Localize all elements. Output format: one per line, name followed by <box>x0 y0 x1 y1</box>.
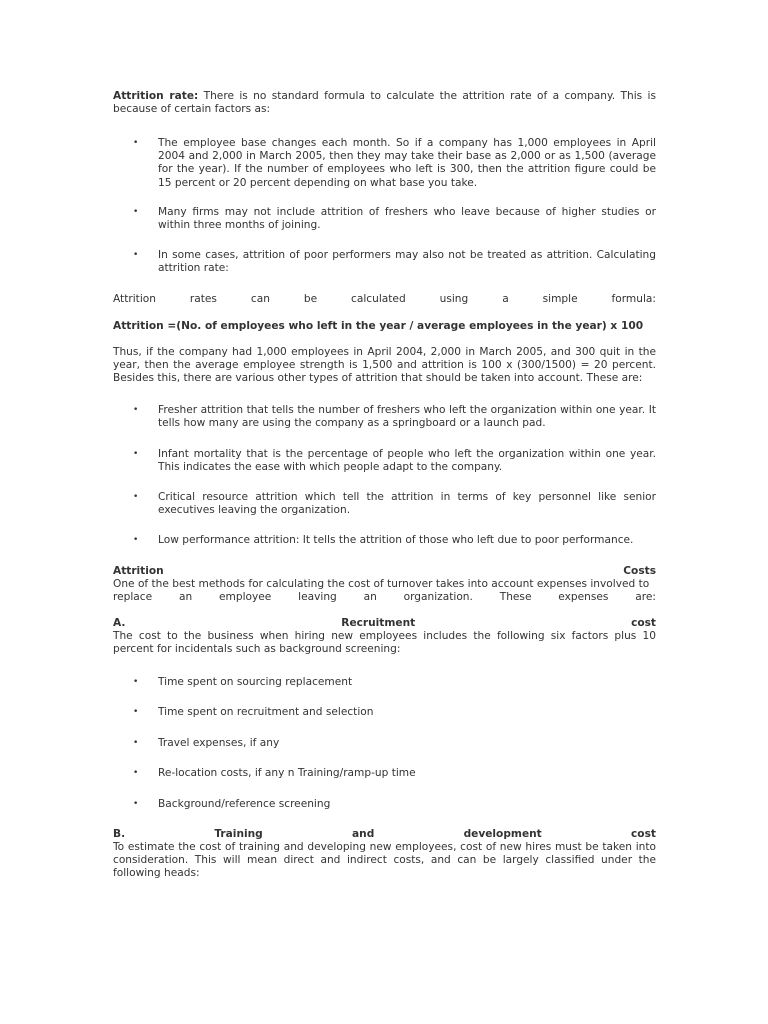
word: a <box>502 293 509 305</box>
costs-line-1: One of the best methods for calculating the cost of turnover takes into account expenses involved to <box>113 578 650 590</box>
word: Attrition <box>113 293 156 305</box>
word: an <box>178 591 193 603</box>
bullet-icon: • <box>133 250 139 260</box>
word: replace <box>113 591 153 603</box>
heading-word: Recruitment <box>341 617 416 629</box>
bullet-icon: • <box>133 449 139 459</box>
bullet-icon: • <box>133 799 139 809</box>
word: employee <box>219 591 272 603</box>
word: an <box>363 591 377 603</box>
list-item-text: Low performance attrition: It tells the attrition of those who left due to poor performance. <box>158 534 634 546</box>
heading-word: B. <box>113 828 126 840</box>
heading-word: development <box>463 828 542 840</box>
bullet-icon: • <box>133 707 139 717</box>
heading-word: A. <box>113 617 126 629</box>
bullet-icon: • <box>133 207 139 217</box>
word: organization. <box>403 591 473 603</box>
word: expenses <box>558 591 609 603</box>
heading-word: and <box>352 828 375 840</box>
word: leaving <box>298 591 337 603</box>
heading-word: cost <box>631 828 656 840</box>
bullet-icon: • <box>133 138 139 148</box>
heading-word: Attrition <box>113 565 164 577</box>
list-item-text: Fresher attrition that tells the number of freshers who left the organization within one year. It tells how many are using the company as a springboard or a launch pad. <box>158 404 656 430</box>
list-item-text: Infant mortality that is the percentage of people who left the organization within one year. This indicates the ease with which people adapt to the company. <box>158 448 656 474</box>
list-item-text: Background/reference screening <box>158 798 331 810</box>
bullet-icon: • <box>133 738 139 748</box>
list-item-text: Travel expenses, if any <box>158 737 280 749</box>
section-heading-training <box>113 828 656 841</box>
list-item-text: Re-location costs, if any n Training/ramp-up time <box>158 767 416 779</box>
list-item-text: In some cases, attrition of poor performers may also not be treated as attrition. Calculating attrition rate: <box>158 249 656 275</box>
intro-paragraph <box>113 90 656 116</box>
list-item-text: The employee base changes each month. So if a company has 1,000 employees in April 2004 and 2,000 in March 2005, then they may take their base as 2,000 or as 1,500 (average for the year). If the number of employees who left is 300, then the attrition figure could be 15 percent or 20 percent depending on what base you take. <box>158 137 656 189</box>
example-paragraph: Thus, if the company had 1,000 employees in April 2004, 2,000 in March 2005, and 300 quit in the year, then the average employee strength is 1,500 and attrition is 100 x (300/1500) = 20 percent. Besides this, there are various other types of attrition that should be taken into account. These are: <box>113 346 656 385</box>
word: These <box>499 591 532 603</box>
intro-text: There is no standard formula to calculate the attrition rate of a company. This is because of certain factors as: <box>113 90 656 116</box>
formula: Attrition =(No. of employees who left in the year / average employees in the year) x 100 <box>113 320 644 332</box>
bullet-icon: • <box>133 535 139 545</box>
word: be <box>303 293 318 305</box>
section-heading-recruitment <box>113 617 656 630</box>
bullet-icon: • <box>133 405 139 415</box>
word: formula: <box>611 293 656 305</box>
word: using <box>439 293 469 305</box>
word: are: <box>635 591 656 603</box>
list-item-text: Many firms may not include attrition of freshers who leave because of higher studies or within three months of joining. <box>158 206 656 232</box>
training-paragraph: To estimate the cost of training and developing new employees, cost of new hires must be taken into consideration. This will mean direct and indirect costs, and can be largely classified under the following heads: <box>113 841 656 880</box>
recruitment-paragraph: The cost to the business when hiring new employees includes the following six factors plus 10 percent for incidentals such as background screening: <box>113 630 656 656</box>
word: simple <box>542 293 578 305</box>
bullet-icon: • <box>133 768 139 778</box>
list-item-text: Critical resource attrition which tell the attrition in terms of key personnel like senior executives leaving the organization. <box>158 491 656 517</box>
heading-word: cost <box>631 617 656 629</box>
list-item-text: Time spent on sourcing replacement <box>158 676 353 688</box>
bullet-icon: • <box>133 492 139 502</box>
word: calculated <box>351 293 406 305</box>
intro-label: Attrition rate: <box>113 90 199 102</box>
heading-word: Training <box>214 828 263 840</box>
word: can <box>250 293 270 305</box>
costs-line-2 <box>113 591 656 604</box>
section-heading-costs <box>113 565 656 578</box>
bullet-icon: • <box>133 677 139 687</box>
word: rates <box>189 293 217 305</box>
list-item-text: Time spent on recruitment and selection <box>158 706 374 718</box>
formula-intro <box>113 293 656 306</box>
heading-word: Costs <box>623 565 656 577</box>
